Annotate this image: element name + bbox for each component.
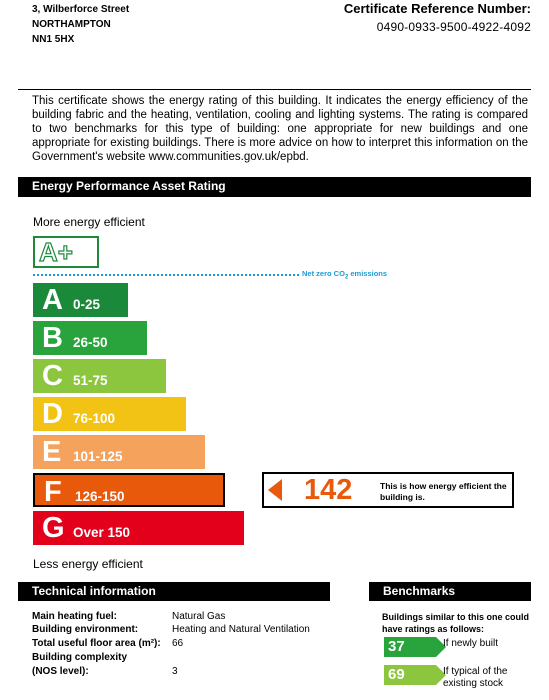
address-block: [32, 2, 129, 47]
address-line-2: NORTHAMPTON: [32, 19, 111, 30]
tech-value: Heating and Natural Ventilation: [172, 624, 310, 635]
band-letter: G: [42, 512, 65, 544]
net-zero-label: Net zero $CO_2$ emissions: [302, 269, 388, 281]
band-e: [33, 435, 205, 469]
band-range: 126-150: [75, 489, 125, 504]
benchmark-value: 69: [388, 666, 405, 683]
net-zero-line: [33, 274, 299, 276]
band-aplus-label: A+: [39, 237, 73, 267]
band-f: [33, 473, 225, 507]
benchmarks-heading: Benchmarks: [369, 582, 531, 601]
tech-label: (NOS level):: [32, 666, 89, 677]
current-rating-value: 142: [304, 474, 353, 506]
address-line-3: NN1 5HX: [32, 34, 75, 45]
tech-value: Natural Gas: [172, 611, 226, 622]
benchmark-value: 37: [388, 638, 405, 655]
band-range: Over 150: [73, 525, 131, 540]
band-letter: C: [42, 360, 63, 392]
tech-value: 66: [172, 638, 184, 649]
tech-label: Building complexity: [32, 652, 128, 663]
benchmark-arrow: [384, 665, 436, 685]
band-g: [33, 511, 244, 545]
band-range: 51-75: [73, 373, 108, 388]
intro-text: This certificate shows the energy rating of this building. It indicates the energy efficiency of the building fabric and the heating, ventilation, cooling and lighting systems. The rating is compared to two benchmarks for this type of building: one appropriate for new buildings and one appropriate for existing buildings. There is more advice on how to interpret this information on the Government's website www.communities.gov.uk/epbd.: [32, 95, 528, 163]
divider-top: [18, 89, 531, 90]
band-letter: E: [42, 436, 62, 468]
band-c: [33, 359, 166, 393]
band-range: 0-25: [73, 297, 101, 312]
band-letter: A: [42, 284, 63, 316]
benchmark-label: If newly built: [443, 638, 499, 649]
rating-section-heading: Energy Performance Asset Rating: [18, 177, 531, 197]
band-a: [33, 283, 128, 317]
certificate-reference-title: Certificate Reference Number:: [343, 1, 531, 16]
certificate-reference-number: 0490-0933-9500-4922-4092: [376, 20, 531, 34]
tech-label: Total useful floor area (m²):: [32, 638, 161, 649]
current-rating-box: [262, 472, 514, 508]
benchmark-arrow: [384, 637, 436, 657]
current-rating-arrow-icon: [268, 479, 282, 501]
more-efficient-label: More energy efficient: [33, 215, 145, 229]
address-line-1: 3, Wilberforce Street: [32, 4, 130, 15]
band-aplus: [33, 236, 99, 268]
benchmarks-intro: Buildings similar to this one could have ratings as follows:: [382, 612, 530, 634]
band-d: [33, 397, 186, 431]
tech-label: Building environment:: [32, 624, 139, 635]
less-efficient-label: Less energy efficient: [33, 557, 143, 571]
technical-info-heading: Technical information: [18, 582, 330, 601]
band-b: [33, 321, 147, 355]
band-range: 26-50: [73, 335, 108, 350]
tech-value: 3: [172, 666, 178, 677]
band-range: 101-125: [73, 449, 123, 464]
band-range: 76-100: [73, 411, 116, 426]
band-letter: D: [42, 398, 63, 430]
current-rating-text: This is how energy efficient the building is.: [380, 481, 507, 502]
tech-label: Main heating fuel:: [32, 611, 117, 622]
band-letter: F: [44, 476, 62, 508]
benchmark-label: If typical of the existing stock: [443, 666, 508, 689]
band-letter: B: [42, 322, 63, 354]
